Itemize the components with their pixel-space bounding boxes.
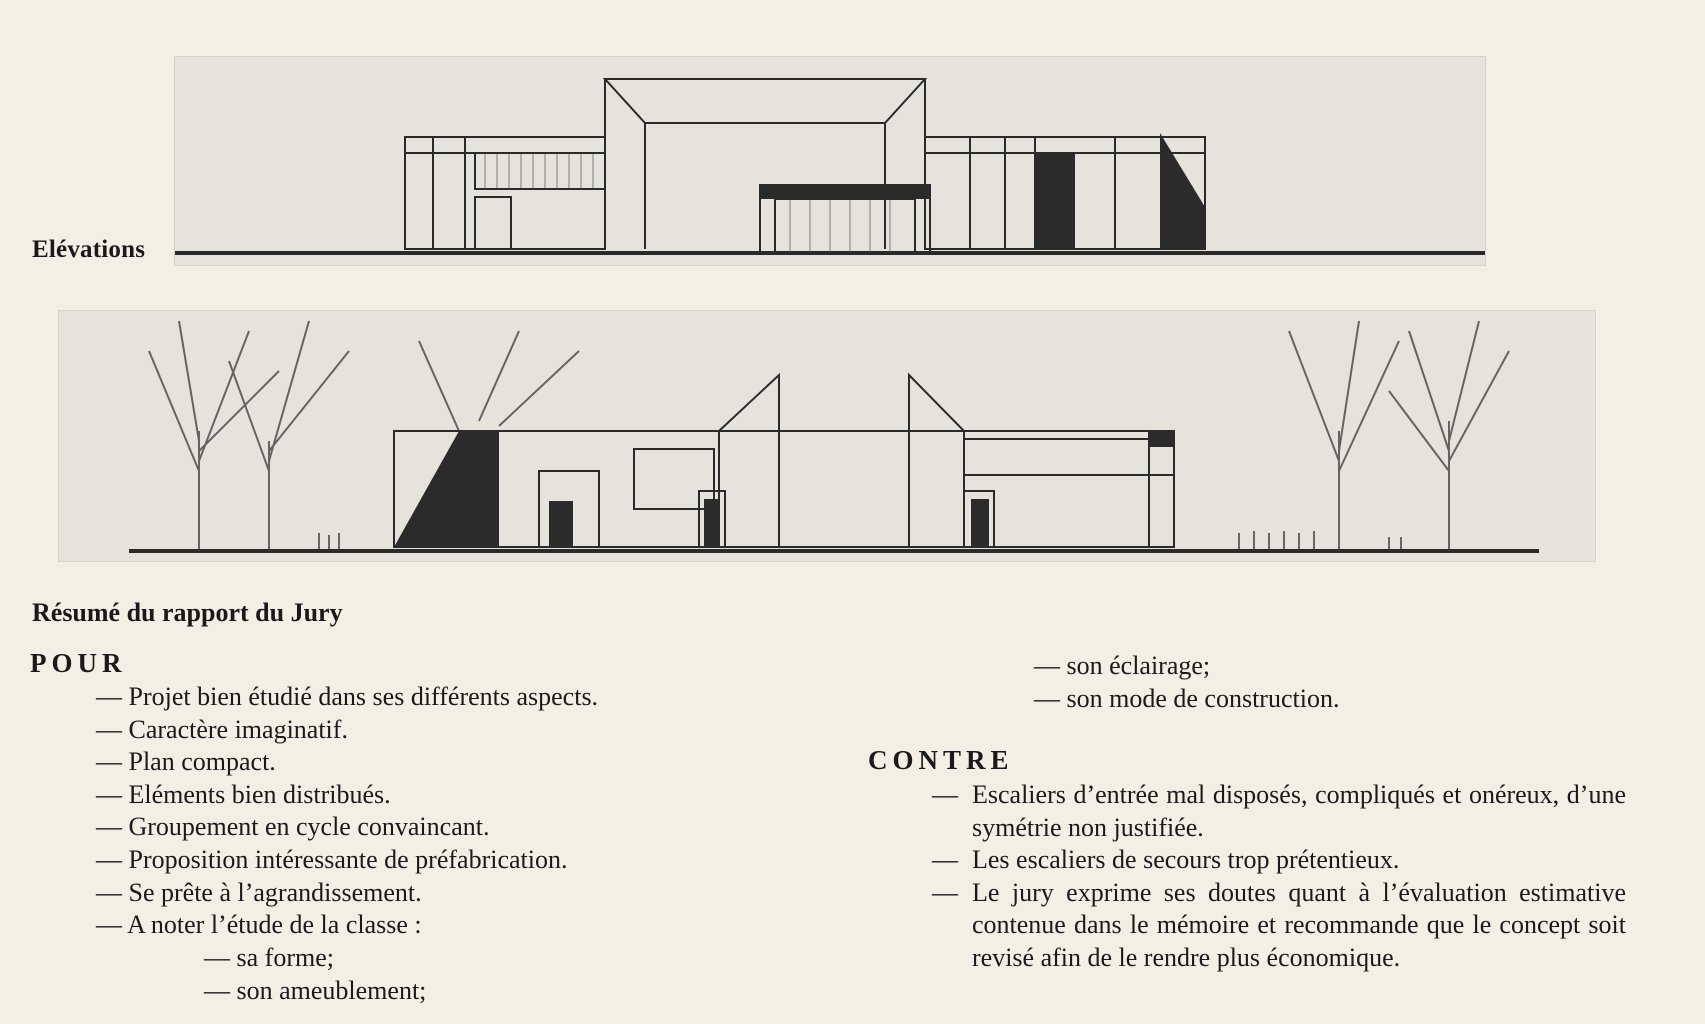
pour-item: — Groupement en cycle convaincant. — [96, 812, 490, 842]
pour-item: — Caractère imaginatif. — [96, 714, 348, 744]
jury-report-title: Résumé du rapport du Jury — [32, 598, 343, 627]
contre-item-text: Le jury exprime ses doutes quant à l’évaluation estimative contenue dans le mémoire et recommande que le concept soit revisé afin de le rendre plus économique. — [972, 877, 1626, 972]
list-dash: — — [932, 780, 958, 809]
contre-heading: CONTRE — [868, 745, 1014, 775]
pour-sub-list — [204, 942, 426, 1007]
contre-item — [932, 779, 1626, 844]
contre-list — [932, 779, 1626, 975]
pour-sub-list-continued — [1034, 650, 1339, 715]
contre-item — [932, 877, 1626, 975]
pour-sub-item: — son mode de construction. — [1034, 683, 1340, 713]
pour-heading: POUR — [30, 648, 127, 678]
pour-item: — Projet bien étudié dans ses différents aspects. — [96, 682, 599, 711]
pour-list — [96, 681, 598, 942]
pour-sub-item: — son ameublement; — [204, 975, 427, 1005]
pour-sub-item: — son éclairage; — [1034, 651, 1211, 680]
elevation-drawing-front — [174, 56, 1486, 266]
list-dash: — — [932, 877, 958, 907]
elevation-front-svg — [175, 57, 1485, 265]
elevations-caption: Elévations — [32, 236, 146, 263]
list-dash: — — [932, 845, 958, 875]
pour-item: — Proposition intéressante de préfabrication. — [96, 844, 568, 874]
pour-item: — Se prête à l’agrandissement. — [96, 877, 422, 907]
elevation-rear-svg — [59, 311, 1595, 561]
contre-item — [932, 844, 1626, 877]
pour-item: — A noter l’étude de la classe : — [96, 910, 422, 940]
elevation-drawing-rear — [58, 310, 1596, 562]
contre-item-text: Les escaliers de secours trop prétentieux. — [972, 845, 1400, 875]
pour-sub-item: — sa forme; — [204, 943, 334, 972]
pour-item: — Plan compact. — [96, 747, 276, 777]
pour-item: — Eléments bien distribués. — [96, 779, 391, 809]
contre-item-text: Escaliers d’entrée mal disposés, compliqués et onéreux, d’une symétrie non justifiée. — [972, 780, 1626, 842]
